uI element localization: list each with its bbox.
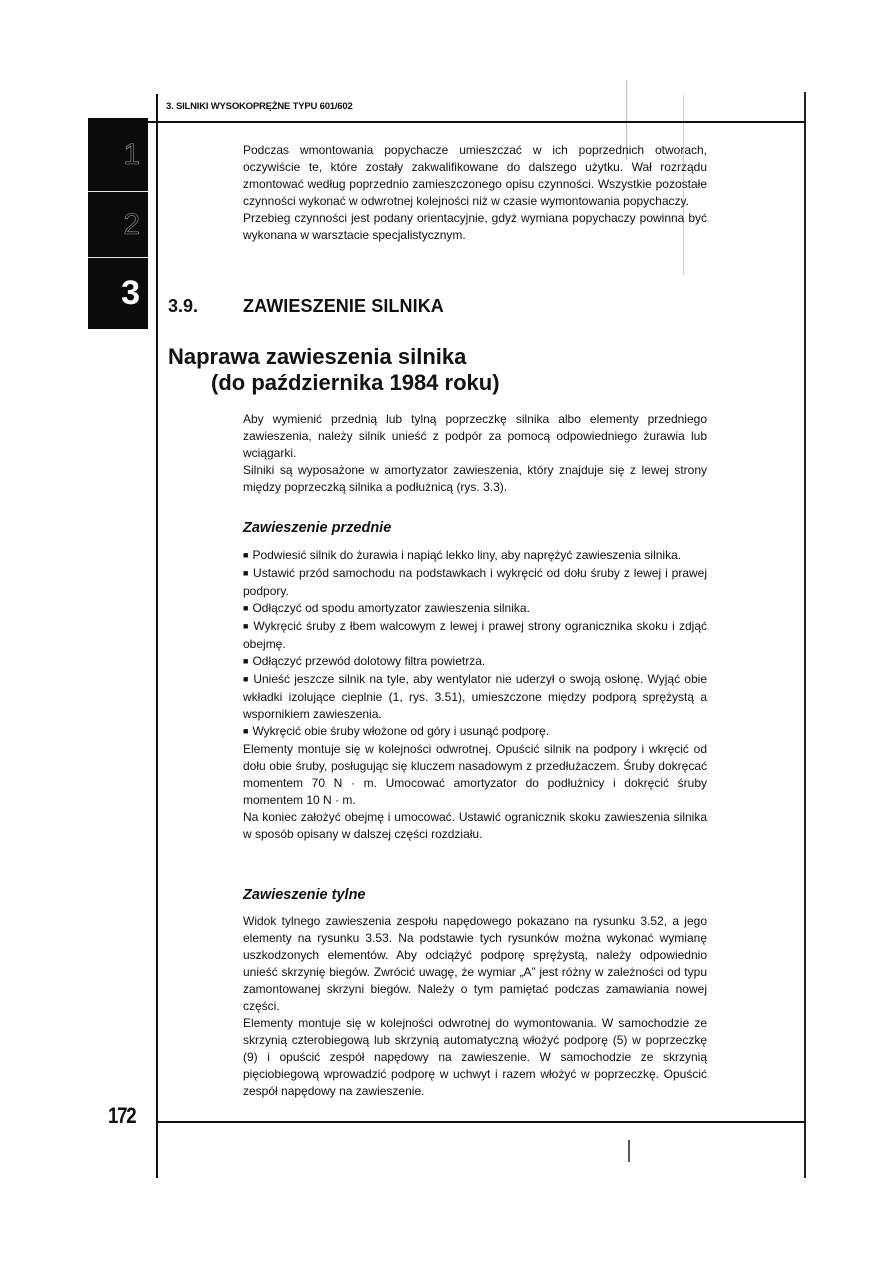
scan-artifact: [683, 95, 684, 275]
subheading-rear: Zawieszenie tylne: [243, 887, 366, 903]
bullet-step: ■ Unieść jeszcze silnik na tyle, aby wentylator nie uderzył o swoją osłonę. Wyjąć obie wkładki izolujące cieplnie (1, rys. 3.51), umieszczone między podporą sprężystą a wspornikiem zawieszenia.: [243, 671, 707, 723]
header-rule: [148, 121, 806, 123]
bullet-step: ■ Podwiesić silnik do żurawia i napiąć lekko liny, aby naprężyć zawieszenia silnika.: [243, 547, 707, 565]
paragraph: Podczas wmontowania popychacze umieszczać w ich poprzednich otworach, oczywiście te, które zostały zakwalifikowane do dalszego użytku. Wał rozrządu zmontować według poprzednio zamieszczonego opisu czynności. Wszystkie pozostałe czynności wykonać w odwrotnej kolejności niż w czasie wymontowania popychaczy.: [243, 143, 707, 208]
footer-rule: [157, 1121, 806, 1123]
paragraph: Przebieg czynności jest podany orientacyjnie, gdyż wymiana popychaczy powinna być wykonana w warsztacie specjalistycznym.: [243, 211, 707, 242]
intro-text: [243, 142, 707, 244]
subheading-front: Zawieszenie przednie: [243, 520, 392, 536]
paragraph: Silniki są wyposażone w amortyzator zawieszenia, który znajduje się z lewej strony między poprzeczką silnika a podłużnicą (rys. 3.3).: [243, 463, 707, 494]
left-margin-rule: [156, 94, 158, 1178]
chapter-tab-label: 2: [123, 207, 140, 241]
chapter-tab-label: 3: [121, 274, 140, 312]
bullet-step: ■ Wykręcić śruby z łbem walcowym z lewej i prawej strony ogranicznika skoku i zdjąć obejmę.: [243, 618, 707, 653]
paragraph: Elementy montuje się w kolejności odwrotnej. Opuścić silnik na podpory i wkręcić od dołu obie śruby, posługując się kluczem nasadowym z przedłużaczem. Śruby dokręcać momentem 70 N · m. Umocować amortyzator do podłużnicy i dokręcić śruby momentem 10 N · m.: [243, 742, 707, 807]
paragraph: Elementy montuje się w kolejności odwrotnej do wymontowania. W samochodzie ze skrzynią czterobiegową lub skrzynią automatyczną włożyć podporę (5) w poprzeczkę (9) i opuścić zespół napędowy na zawieszenie. W samochodzie ze skrzynią pięciobiegową wprowadzić podporę w uchwyt i razem włożyć w poprzeczkę. Opuścić zespół napędowy na zawieszenie.: [243, 1016, 707, 1098]
bullet-step: ■ Ustawić przód samochodu na podstawkach i wykręcić od dołu śruby z lewej i prawej podpory.: [243, 565, 707, 600]
section-title: ZAWIESZENIE SILNIKA: [243, 296, 444, 316]
bullet-step: ■ Odłączyć przewód dolotowy filtra powietrza.: [243, 653, 707, 671]
front-procedure: [243, 547, 707, 843]
bullet-step: ■ Odłączyć od spodu amortyzator zawieszenia silnika.: [243, 600, 707, 618]
chapter-tab-1: [88, 118, 148, 191]
right-margin-rule: [804, 92, 806, 1178]
chapter-tab-strip: [88, 118, 148, 329]
running-header: 3. SILNIKI WYSOKOPRĘŻNE TYPU 601/602: [166, 101, 353, 112]
chapter-tab-label: 1: [123, 137, 140, 171]
section-number: 3.9.: [168, 296, 199, 316]
page-title-line-1: Naprawa zawieszenia silnika: [168, 344, 467, 369]
scan-artifact: [626, 80, 627, 160]
chapter-tab-2: [88, 192, 148, 257]
page-title: [168, 344, 500, 396]
chapter-tab-3-active: [88, 258, 148, 329]
scan-artifact: [628, 1140, 630, 1162]
page-number: 172: [108, 1103, 136, 1128]
lead-text: [243, 411, 707, 496]
bullet-step: ■ Wykręcić obie śruby włożone od góry i usunąć podporę.: [243, 723, 707, 741]
paragraph: Widok tylnego zawieszenia zespołu napędowego pokazano na rysunku 3.52, a jego elementy na rysunku 3.53. Na podstawie tych rysunków można wykonać wymianę uszkodzonych elementów. Aby odciążyć podporę sprężystą, należy odpowiednio unieść skrzynię biegów. Zwrócić uwagę, że wymiar „A” jest różny w zależności od typu zamontowanej skrzyni biegów. Należy o tym pamiętać podczas zamawiania nowej części.: [243, 914, 707, 1013]
rear-procedure: [243, 913, 707, 1100]
paragraph: Na koniec założyć obejmę i umocować. Ustawić ogranicznik skoku zawieszenia silnika w sposób opisany w dalszej części rozdziału.: [243, 810, 707, 841]
page-title-line-2: (do października 1984 roku): [211, 370, 500, 395]
paragraph: Aby wymienić przednią lub tylną poprzeczkę silnika albo elementy przedniego zawieszenia, należy silnik unieść z podpór za pomocą odpowiedniego żurawia lub wciągarki.: [243, 412, 707, 460]
